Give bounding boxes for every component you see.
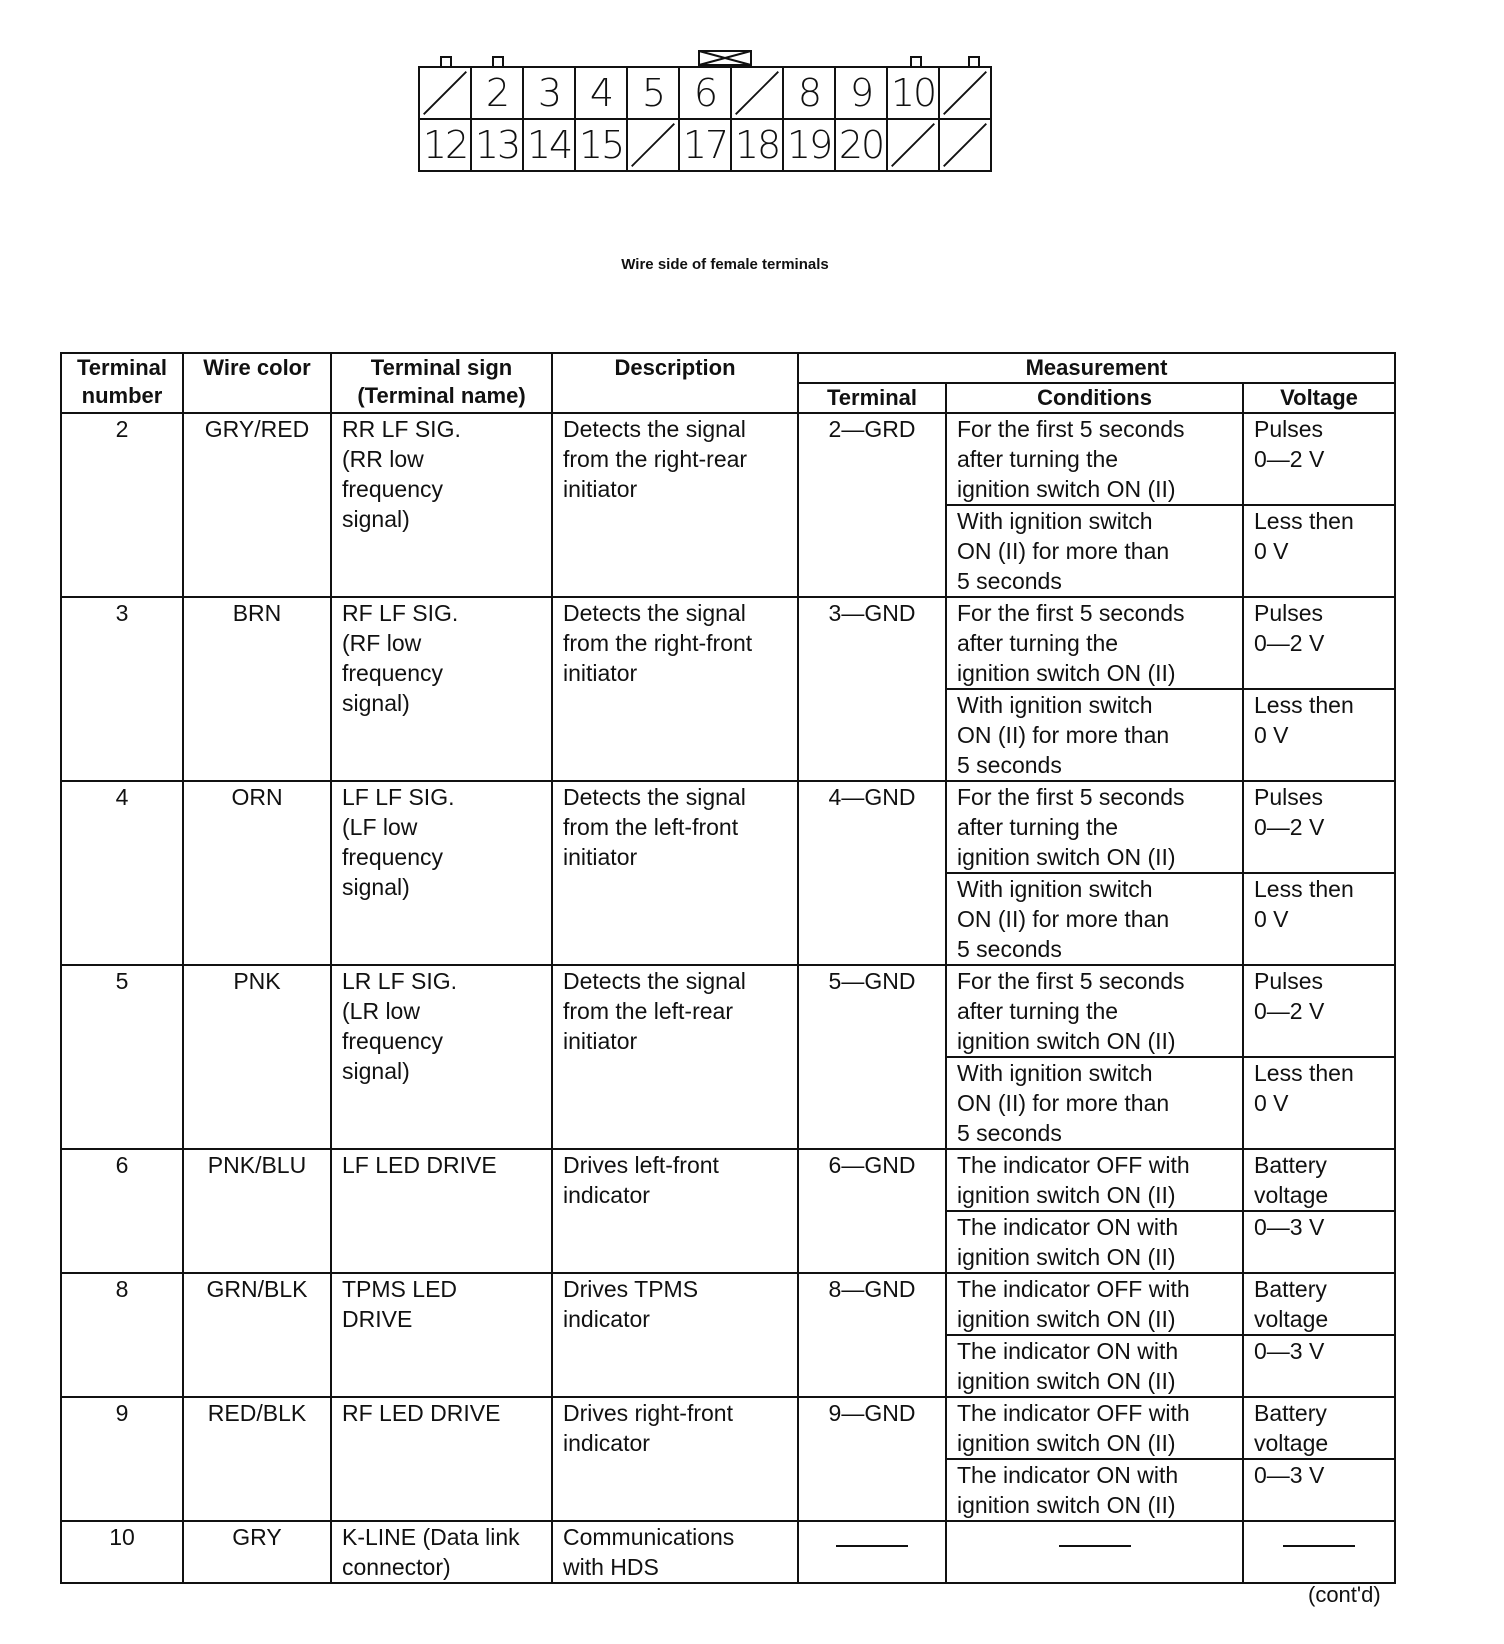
- voltage-cell: [1243, 781, 1395, 873]
- connector-cell-empty: [938, 66, 992, 120]
- terminal-number-cell: 4: [61, 781, 183, 965]
- description-line: from the right-rear: [563, 446, 748, 472]
- voltage-line: 0 V: [1254, 538, 1289, 564]
- wire-color-cell: GRN/BLK: [183, 1273, 331, 1397]
- voltage-cell: [1243, 1335, 1395, 1397]
- header-description: Description: [552, 353, 798, 413]
- conditions-line: after turning the: [957, 814, 1119, 840]
- conditions-line: The indicator ON with: [957, 1462, 1179, 1488]
- connector-latch-tab: [910, 56, 922, 66]
- conditions-line: ON (II) for more than: [957, 722, 1170, 748]
- connector-latch-tab: [968, 56, 980, 66]
- description-cell: [552, 1521, 798, 1583]
- description-line: Detects the signal: [563, 784, 746, 810]
- description-line: indicator: [563, 1182, 650, 1208]
- conditions-line: For the first 5 seconds: [957, 784, 1185, 810]
- table-row: [61, 1521, 1395, 1583]
- terminal-sign-line: frequency: [342, 660, 444, 686]
- conditions-line: ignition switch ON (II): [957, 1244, 1176, 1270]
- terminal-sign-line: RF LF SIG.: [342, 600, 459, 626]
- conditions-line: For the first 5 seconds: [957, 968, 1185, 994]
- conditions-line: For the first 5 seconds: [957, 416, 1185, 442]
- terminal-sign-line: LF LED DRIVE: [342, 1152, 497, 1178]
- terminal-sign-cell: [331, 965, 552, 1149]
- connector-latch-tab: [440, 56, 452, 66]
- not-applicable-dash: [1283, 1545, 1355, 1547]
- terminal-sign-cell: [331, 781, 552, 965]
- terminal-sign-line: signal): [342, 690, 410, 716]
- conditions-line: ignition switch ON (II): [957, 1430, 1176, 1456]
- voltage-line: 0—3 V: [1254, 1338, 1325, 1364]
- description-line: from the left-front: [563, 814, 739, 840]
- connector-cell-20: 20: [834, 118, 888, 172]
- terminal-sign-line: connector): [342, 1554, 451, 1580]
- header-measurement-conditions: Conditions: [946, 383, 1243, 413]
- voltage-line: Less then: [1254, 508, 1354, 534]
- terminal-sign-line: signal): [342, 1058, 410, 1084]
- conditions-cell: [946, 689, 1243, 781]
- terminal-sign-line: DRIVE: [342, 1306, 413, 1332]
- description-line: Detects the signal: [563, 600, 746, 626]
- conditions-line: With ignition switch: [957, 876, 1153, 902]
- conditions-line: The indicator OFF with: [957, 1276, 1190, 1302]
- conditions-line: ignition switch ON (II): [957, 1182, 1176, 1208]
- connector-cell-13: 13: [470, 118, 524, 172]
- conditions-line: With ignition switch: [957, 1060, 1153, 1086]
- voltage-cell: [1243, 1057, 1395, 1149]
- conditions-line: ignition switch ON (II): [957, 1492, 1176, 1518]
- conditions-line: 5 seconds: [957, 568, 1062, 594]
- empty-cavity-slash: [420, 68, 470, 118]
- conditions-line: The indicator ON with: [957, 1214, 1179, 1240]
- table-row: [61, 1397, 1395, 1459]
- diagram-caption: Wire side of female terminals: [621, 256, 829, 273]
- header-terminal-sign-line2: (Terminal name): [357, 383, 526, 408]
- voltage-line: Battery: [1254, 1276, 1327, 1302]
- description-line: initiator: [563, 844, 638, 870]
- conditions-cell: [946, 781, 1243, 873]
- table-row: [61, 597, 1395, 689]
- connector-key-mark: [698, 50, 752, 66]
- connector-cell-12: 12: [418, 118, 472, 172]
- measurement-terminal-cell: 5—GND: [798, 965, 946, 1149]
- terminal-number-cell: 6: [61, 1149, 183, 1273]
- terminal-sign-line: LR LF SIG.: [342, 968, 458, 994]
- empty-cavity-slash: [940, 120, 990, 170]
- voltage-cell: [1243, 1273, 1395, 1335]
- header-terminal-sign-line1: Terminal sign: [370, 355, 513, 380]
- measurement-terminal-cell: [798, 1521, 946, 1583]
- conditions-cell: [946, 1211, 1243, 1273]
- description-line: Detects the signal: [563, 416, 746, 442]
- description-line: Drives TPMS: [563, 1276, 699, 1302]
- wire-color-cell: RED/BLK: [183, 1397, 331, 1521]
- terminal-sign-line: signal): [342, 874, 410, 900]
- conditions-cell: [946, 873, 1243, 965]
- terminal-number-cell: 8: [61, 1273, 183, 1397]
- terminal-number-cell: 9: [61, 1397, 183, 1521]
- wire-color-cell: PNK: [183, 965, 331, 1149]
- conditions-cell: [946, 1335, 1243, 1397]
- conditions-line: 5 seconds: [957, 1120, 1062, 1146]
- conditions-cell: [946, 1149, 1243, 1211]
- conditions-line: With ignition switch: [957, 692, 1153, 718]
- voltage-cell: [1243, 1211, 1395, 1273]
- voltage-line: 0—3 V: [1254, 1462, 1325, 1488]
- connector-cell-17: 17: [678, 118, 732, 172]
- voltage-line: voltage: [1254, 1430, 1329, 1456]
- voltage-line: 0—2 V: [1254, 998, 1325, 1024]
- conditions-cell: [946, 597, 1243, 689]
- conditions-line: 5 seconds: [957, 936, 1062, 962]
- header-terminal-sign: [331, 353, 552, 413]
- conditions-line: For the first 5 seconds: [957, 600, 1185, 626]
- terminal-sign-line: LF LF SIG.: [342, 784, 455, 810]
- conditions-line: ON (II) for more than: [957, 1090, 1170, 1116]
- terminal-sign-cell: [331, 1521, 552, 1583]
- connector-cell-6: 6: [678, 66, 732, 120]
- wire-color-cell: PNK/BLU: [183, 1149, 331, 1273]
- empty-cavity-slash: [628, 120, 678, 170]
- terminal-sign-line: RF LED DRIVE: [342, 1400, 501, 1426]
- voltage-line: 0 V: [1254, 906, 1289, 932]
- wire-color-cell: GRY/RED: [183, 413, 331, 597]
- measurement-terminal-cell: 4—GND: [798, 781, 946, 965]
- voltage-line: Less then: [1254, 876, 1354, 902]
- table-row: [61, 413, 1395, 505]
- conditions-cell: [946, 1397, 1243, 1459]
- terminal-number-cell: 3: [61, 597, 183, 781]
- conditions-line: The indicator OFF with: [957, 1152, 1190, 1178]
- connector-cell-15: 15: [574, 118, 628, 172]
- measurement-terminal-cell: 6—GND: [798, 1149, 946, 1273]
- connector-cell-4: 4: [574, 66, 628, 120]
- description-cell: [552, 1149, 798, 1273]
- terminal-sign-line: TPMS LED: [342, 1276, 458, 1302]
- connector-cell-empty: [626, 118, 680, 172]
- voltage-line: Pulses: [1254, 968, 1324, 994]
- header-measurement: Measurement: [798, 353, 1395, 383]
- conditions-line: The indicator ON with: [957, 1338, 1179, 1364]
- voltage-line: Battery: [1254, 1400, 1327, 1426]
- voltage-cell: [1243, 873, 1395, 965]
- connector-cell-14: 14: [522, 118, 576, 172]
- description-line: Drives right-front: [563, 1400, 733, 1426]
- connector-cell-empty: [886, 118, 940, 172]
- conditions-line: ignition switch ON (II): [957, 1368, 1176, 1394]
- conditions-line: ignition switch ON (II): [957, 660, 1176, 686]
- description-cell: [552, 781, 798, 965]
- wire-color-cell: ORN: [183, 781, 331, 965]
- header-wire-color: Wire color: [183, 353, 331, 413]
- terminal-sign-cell: [331, 1273, 552, 1397]
- header-measurement-voltage: Voltage: [1243, 383, 1395, 413]
- conditions-line: ignition switch ON (II): [957, 476, 1176, 502]
- measurement-terminal-cell: 3—GND: [798, 597, 946, 781]
- conditions-line: 5 seconds: [957, 752, 1062, 778]
- voltage-line: Battery: [1254, 1152, 1327, 1178]
- terminal-sign-line: frequency: [342, 1028, 444, 1054]
- connector-cell-18: 18: [730, 118, 784, 172]
- measurement-terminal-cell: 9—GND: [798, 1397, 946, 1521]
- empty-cavity-slash: [940, 68, 990, 118]
- terminal-sign-line: frequency: [342, 844, 444, 870]
- voltage-line: 0—2 V: [1254, 814, 1325, 840]
- voltage-line: Pulses: [1254, 784, 1324, 810]
- description-line: Detects the signal: [563, 968, 746, 994]
- connector-cell-empty: [418, 66, 472, 120]
- voltage-line: 0—2 V: [1254, 630, 1325, 656]
- conditions-line: after turning the: [957, 630, 1119, 656]
- terminal-sign-line: K-LINE (Data link: [342, 1524, 520, 1550]
- connector-cell-8: 8: [782, 66, 836, 120]
- connector-diagram: [420, 50, 1045, 180]
- continued-note: (cont'd): [1308, 1582, 1381, 1607]
- conditions-cell: [946, 505, 1243, 597]
- conditions-line: ignition switch ON (II): [957, 844, 1176, 870]
- voltage-line: 0—2 V: [1254, 446, 1325, 472]
- conditions-cell: [946, 1057, 1243, 1149]
- connector-cell-2: 2: [470, 66, 524, 120]
- conditions-line: ignition switch ON (II): [957, 1306, 1176, 1332]
- not-applicable-dash: [1059, 1545, 1131, 1547]
- table-row: [61, 965, 1395, 1057]
- description-line: indicator: [563, 1430, 650, 1456]
- terminal-sign-line: RR LF SIG.: [342, 416, 461, 442]
- measurement-terminal-cell: 2—GRD: [798, 413, 946, 597]
- terminal-sign-cell: [331, 597, 552, 781]
- not-applicable-dash: [836, 1545, 908, 1547]
- connector-cell-19: 19: [782, 118, 836, 172]
- terminal-sign-cell: [331, 1397, 552, 1521]
- header-terminal-number: Terminal number: [61, 353, 183, 413]
- description-line: Drives left-front: [563, 1152, 719, 1178]
- voltage-line: Pulses: [1254, 416, 1324, 442]
- voltage-line: voltage: [1254, 1182, 1329, 1208]
- description-line: Communications: [563, 1524, 735, 1550]
- terminal-sign-line: (RF low: [342, 630, 422, 656]
- conditions-line: With ignition switch: [957, 508, 1153, 534]
- empty-cavity-slash: [732, 68, 782, 118]
- terminal-sign-line: (LR low: [342, 998, 420, 1024]
- terminal-sign-line: signal): [342, 506, 410, 532]
- connector-cell-9: 9: [834, 66, 888, 120]
- header-measurement-terminal: Terminal: [798, 383, 946, 413]
- terminal-sign-cell: [331, 1149, 552, 1273]
- voltage-line: 0—3 V: [1254, 1214, 1325, 1240]
- connector-cell-5: 5: [626, 66, 680, 120]
- table-row: [61, 1273, 1395, 1335]
- connector-cell-empty: [730, 66, 784, 120]
- wire-color-cell: BRN: [183, 597, 331, 781]
- conditions-line: ON (II) for more than: [957, 538, 1170, 564]
- voltage-line: 0 V: [1254, 722, 1289, 748]
- voltage-cell: [1243, 1521, 1395, 1583]
- connector-cell-3: 3: [522, 66, 576, 120]
- description-cell: [552, 965, 798, 1149]
- conditions-line: The indicator OFF with: [957, 1400, 1190, 1426]
- terminal-sign-line: (RR low: [342, 446, 424, 472]
- terminal-sign-line: (LF low: [342, 814, 418, 840]
- connector-cell-empty: [938, 118, 992, 172]
- conditions-cell: [946, 1459, 1243, 1521]
- voltage-line: Less then: [1254, 692, 1354, 718]
- connector-bottom-row: [420, 120, 992, 174]
- conditions-line: after turning the: [957, 998, 1119, 1024]
- wire-color-cell: GRY: [183, 1521, 331, 1583]
- connector-cell-10: 10: [886, 66, 940, 120]
- terminal-number-cell: 2: [61, 413, 183, 597]
- description-line: indicator: [563, 1306, 650, 1332]
- connector-top-row: [420, 66, 992, 120]
- description-cell: [552, 413, 798, 597]
- conditions-cell: [946, 965, 1243, 1057]
- conditions-line: after turning the: [957, 446, 1119, 472]
- conditions-cell: [946, 413, 1243, 505]
- conditions-line: ON (II) for more than: [957, 906, 1170, 932]
- voltage-line: voltage: [1254, 1306, 1329, 1332]
- terminal-spec-table: [60, 352, 1396, 1584]
- description-cell: [552, 597, 798, 781]
- description-line: initiator: [563, 1028, 638, 1054]
- terminal-number-cell: 5: [61, 965, 183, 1149]
- description-line: from the right-front: [563, 630, 753, 656]
- description-cell: [552, 1397, 798, 1521]
- conditions-cell: [946, 1273, 1243, 1335]
- voltage-cell: [1243, 597, 1395, 689]
- voltage-line: 0 V: [1254, 1090, 1289, 1116]
- description-cell: [552, 1273, 798, 1397]
- table-row: [61, 1149, 1395, 1211]
- description-line: with HDS: [563, 1554, 659, 1580]
- table-row: [61, 781, 1395, 873]
- description-line: initiator: [563, 476, 638, 502]
- measurement-terminal-cell: 8—GND: [798, 1273, 946, 1397]
- voltage-cell: [1243, 1459, 1395, 1521]
- voltage-line: Pulses: [1254, 600, 1324, 626]
- voltage-cell: [1243, 505, 1395, 597]
- voltage-cell: [1243, 1397, 1395, 1459]
- description-line: initiator: [563, 660, 638, 686]
- connector-latch-tab: [492, 56, 504, 66]
- conditions-cell: [946, 1521, 1243, 1583]
- terminal-sign-line: frequency: [342, 476, 444, 502]
- empty-cavity-slash: [888, 120, 938, 170]
- voltage-cell: [1243, 689, 1395, 781]
- terminal-number-cell: 10: [61, 1521, 183, 1583]
- voltage-cell: [1243, 413, 1395, 505]
- voltage-cell: [1243, 1149, 1395, 1211]
- description-line: from the left-rear: [563, 998, 733, 1024]
- terminal-sign-cell: [331, 413, 552, 597]
- conditions-line: ignition switch ON (II): [957, 1028, 1176, 1054]
- voltage-cell: [1243, 965, 1395, 1057]
- voltage-line: Less then: [1254, 1060, 1354, 1086]
